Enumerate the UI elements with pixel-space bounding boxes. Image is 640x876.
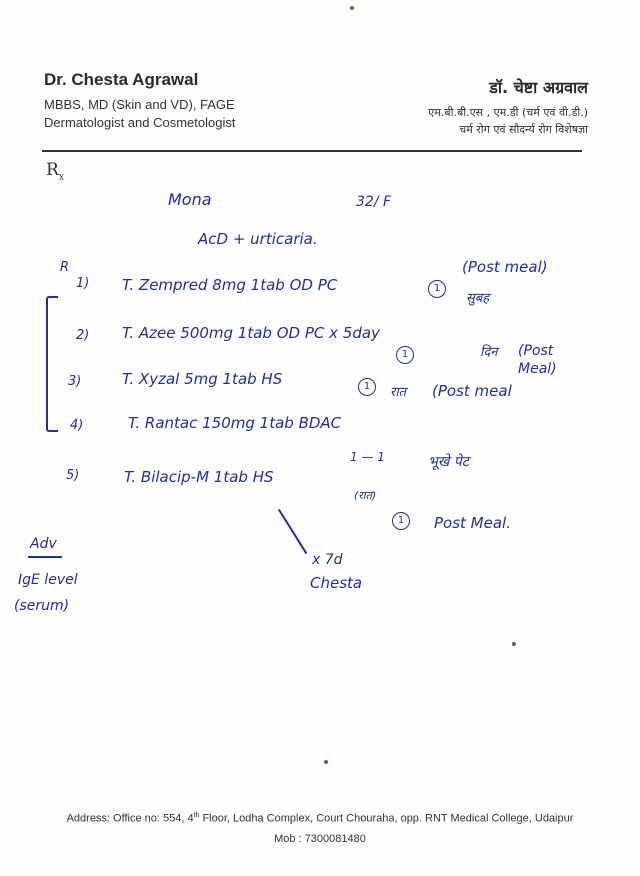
advice-label: Adv bbox=[30, 536, 57, 552]
advice-test-detail: (serum) bbox=[14, 598, 70, 614]
medicine-number: 3) bbox=[68, 374, 82, 389]
dose-count: 1 bbox=[396, 346, 414, 364]
rx-symbol: $R_x$ bbox=[46, 160, 64, 183]
doctor-qualifications-hindi: एम.बी.बी.एस , एम.डी (चर्म एवं वी.डी.) bbox=[428, 106, 588, 119]
ink-speck bbox=[350, 6, 354, 10]
medicine-note: (Post meal bbox=[432, 382, 512, 400]
medicine-text: T. Rantac 150mg 1tab BDAC bbox=[128, 414, 342, 432]
medicine-text: T. Xyzal 5mg 1tab HS bbox=[122, 370, 283, 388]
header-divider bbox=[42, 150, 582, 152]
header-hindi bbox=[328, 76, 588, 138]
medicine-number: 1) bbox=[76, 276, 90, 291]
medicine-text: T. Zempred 8mg 1tab OD PC bbox=[122, 276, 338, 294]
medicine-bracket bbox=[46, 296, 58, 432]
medicine-number: 4) bbox=[70, 418, 84, 433]
medicine-note: Post Meal. bbox=[434, 514, 511, 532]
doctor-name: Dr. Chesta Agrawal bbox=[44, 70, 199, 89]
clinic-address: Address: Office no: 554, 4th Floor, Lodha Complex, Court Chouraha, opp. RNT Medical College, Udaipur bbox=[66, 812, 574, 825]
medicine-timing: दिन bbox=[480, 345, 498, 360]
medicine-note: (Post meal) bbox=[462, 258, 548, 276]
doctor-name-hindi: डॉ. चेष्टा अग्रवाल bbox=[489, 78, 588, 97]
closing-stroke bbox=[278, 509, 307, 554]
doctor-specialty-hindi: चर्म रोग एवं सौदर्न्य रोग विशेषज्ञा bbox=[459, 123, 588, 136]
advice-test: IgE level bbox=[18, 572, 78, 588]
dose-schedule: 1 — 1 bbox=[350, 450, 385, 464]
medicine-text: T. Azee 500mg 1tab OD PC x 5day bbox=[122, 324, 380, 342]
ink-speck bbox=[324, 760, 328, 764]
footer bbox=[0, 806, 640, 849]
patient-name: Mona bbox=[168, 190, 212, 209]
dose-count: 1 bbox=[392, 512, 410, 530]
doctor-specialty: Dermatologist and Cosmetologist bbox=[44, 115, 236, 130]
diagnosis: AcD + urticaria. bbox=[198, 230, 318, 248]
clinic-mobile: Mob : 7300081480 bbox=[274, 832, 366, 845]
doctor-qualifications: MBBS, MD (Skin and VD), FAGE bbox=[44, 97, 235, 112]
patient-age-sex: 32/ F bbox=[356, 194, 392, 210]
header-english bbox=[44, 70, 344, 132]
medicine-timing: भूखे पेट bbox=[428, 454, 469, 470]
medicine-text: T. Bilacip-M 1tab HS bbox=[124, 468, 274, 486]
medicine-timing: (रात) bbox=[354, 489, 377, 502]
dose-count: 1 bbox=[428, 280, 446, 298]
advice-underline bbox=[28, 556, 62, 558]
dose-count: 1 bbox=[358, 378, 376, 396]
medicine-timing: रात bbox=[390, 385, 407, 400]
ink-speck bbox=[512, 642, 516, 646]
medicine-note: (Post Meal) bbox=[518, 343, 557, 377]
medicine-number: 5) bbox=[66, 468, 80, 483]
duration: x 7d bbox=[312, 552, 343, 568]
medicine-timing: सुबह bbox=[466, 291, 490, 306]
doctor-signature: Chesta bbox=[310, 574, 363, 592]
rx-mark: R bbox=[60, 260, 70, 275]
medicine-number: 2) bbox=[76, 328, 90, 343]
